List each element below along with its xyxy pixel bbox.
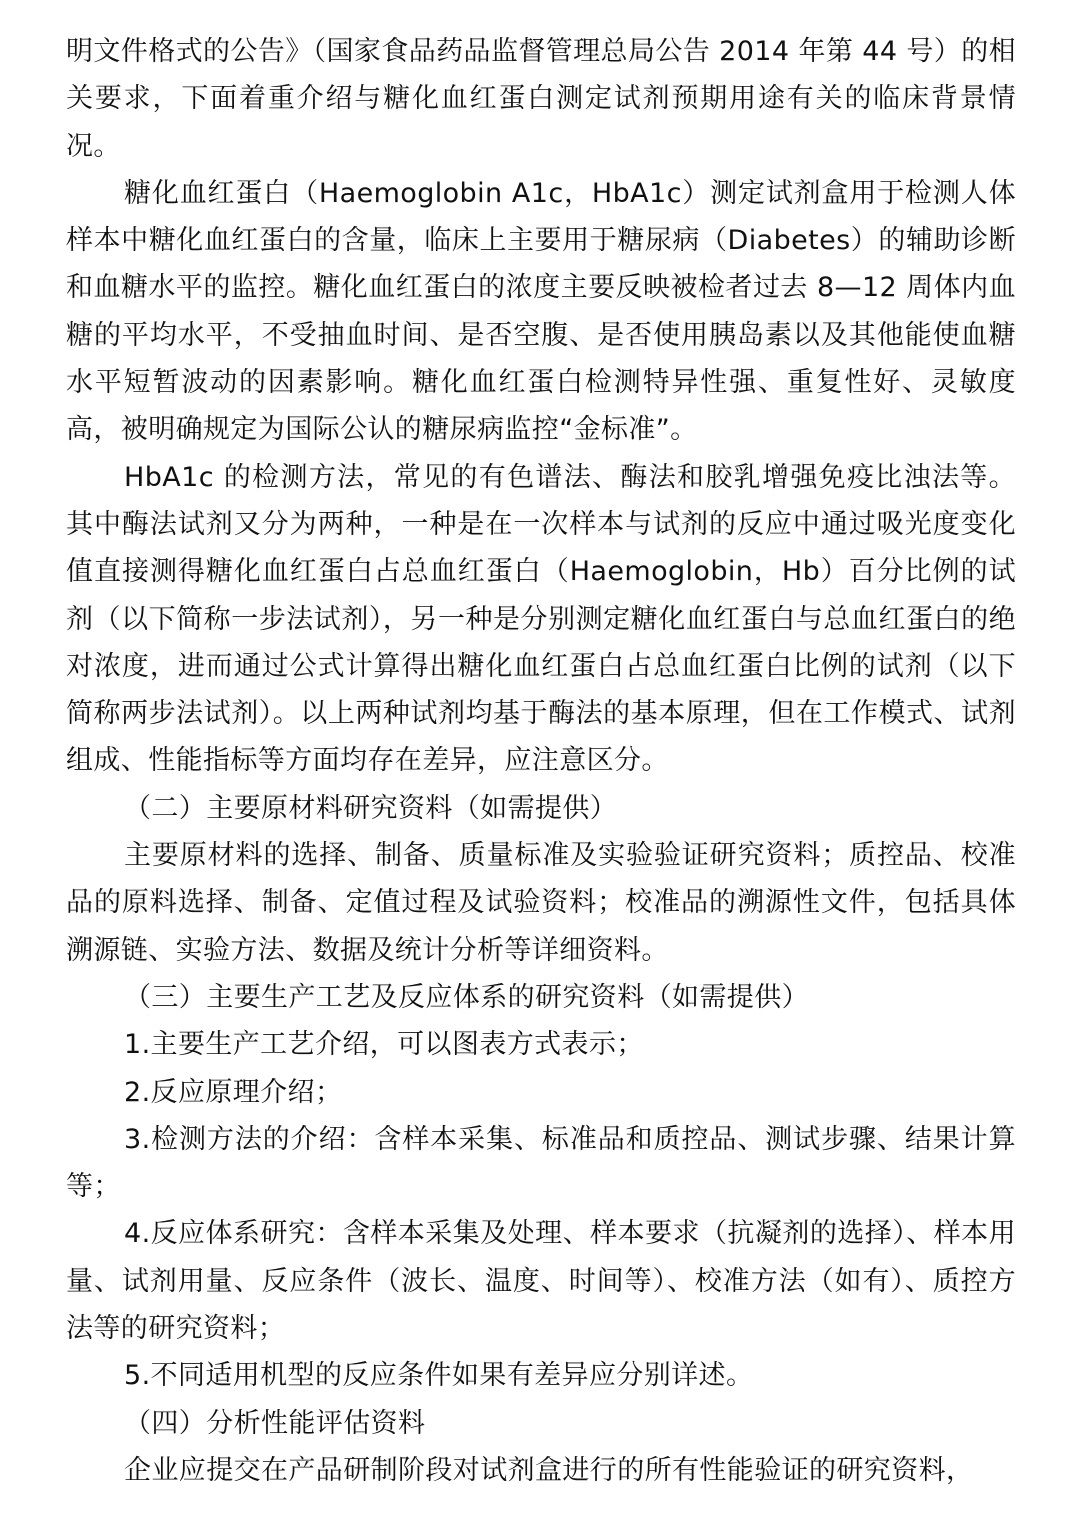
list-item-reaction-system: 4.反应体系研究：含样本采集及处理、样本要求（抗凝剂的选择）、样本用量、试剂用量、反应条件（波长、温度、时间等）、校准方法（如有）、质控方法等的研究资料；: [66, 1218, 1016, 1345]
paragraph-continuation: 明文件格式的公告》（国家食品药品监督管理总局公告 2014 年第 44 号）的相关要求，下面着重介绍与糖化血红蛋白测定试剂预期用途有关的临床背景情况。: [66, 36, 1016, 162]
list-item-production-process: 1.主要生产工艺介绍，可以图表方式表示；: [124, 1029, 644, 1061]
list-item-instrument-conditions: 5.不同适用机型的反应条件如果有差异应分别详述。: [124, 1360, 754, 1392]
paragraph-raw-materials: 主要原材料的选择、制备、质量标准及实验验证研究资料；质控品、校准品的原料选择、制备、定值过程及试验资料；校准品的溯源性文件，包括具体溯源链、实验方法、数据及统计分析等详细资料。: [66, 840, 1016, 966]
list-item-reaction-principle: 2.反应原理介绍；: [124, 1076, 343, 1108]
paragraph-detection-methods: HbA1c 的检测方法，常见的有色谱法、酶法和胶乳增强免疫比浊法等。其中酶法试剂又分为两种，一种是在一次样本与试剂的反应中通过吸光度变化值直接测得糖化血红蛋白占总血红蛋白（Haemoglobin，Hb）百分比例的试剂（以下简称一步法试剂），另一种是分别测定糖化血红蛋白与总血红蛋白的绝对浓度，进而通过公式计算得出糖化血红蛋白占总血红蛋白比例的试剂（以下简称两步法试剂）。以上两种试剂均基于酶法的基本原理，但在工作模式、试剂组成、性能指标等方面均存在差异，应注意区分。: [66, 461, 1016, 777]
section-heading-production-process: （三）主要生产工艺及反应体系的研究资料（如需提供）: [124, 981, 809, 1013]
section-heading-performance-evaluation: （四）分析性能评估资料: [124, 1407, 426, 1439]
paragraph-hba1c-intro: 糖化血红蛋白（Haemoglobin A1c，HbA1c）测定试剂盒用于检测人体样本中糖化血红蛋白的含量，临床上主要用于糖尿病（Diabetes）的辅助诊断和血糖水平的监控。糖化血红蛋白的浓度主要反映被检者过去 8—12 周体内血糖的平均水平，不受抽血时间、是否空腹、是否使用胰岛素以及其他能使血糖水平短暂波动的因素影响。糖化血红蛋白检测特异性强、重复性好、灵敏度高，被明确规定为国际公认的糖尿病监控“金标准”。: [66, 177, 1016, 446]
list-item-detection-method: 3.检测方法的介绍：含样本采集、标准品和质控品、测试步骤、结果计算等；: [66, 1123, 1016, 1203]
section-heading-raw-materials: （二）主要原材料研究资料（如需提供）: [124, 792, 618, 824]
paragraph-performance-evaluation: 企业应提交在产品研制阶段对试剂盒进行的所有性能验证的研究资料，: [124, 1454, 974, 1486]
document-body: [66, 28, 1016, 1494]
